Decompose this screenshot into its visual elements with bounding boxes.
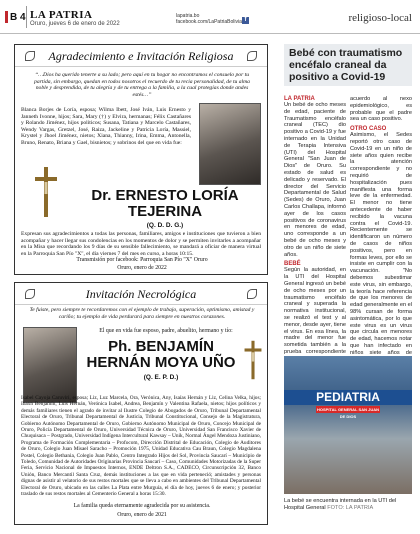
notice-title: Invitación Necrológica — [15, 283, 267, 305]
article-column-1 — [284, 96, 346, 369]
deceased-initials: (Q. D. D. G.) — [146, 222, 184, 229]
notice-intro: El que en vida fue esposo, padre, abuelito, hermano y tío: — [99, 328, 233, 334]
notice-closing: La familia queda eternamente agradecida por su asistencia. — [73, 503, 211, 509]
notice-quote: “…Dios ha querido tenerte a su lado; pero aquí en tu hogar no encontramos el consuelo por tu partida, sin embargo, quedan en todos nosotros el recuerdo de tu recia personalidad, de tu alma noble y desprendida, de tu alegría y de tu entrega a la familia, a la cual protegías donde andes estés…” — [34, 72, 250, 99]
notice-invitacion-necrologica — [14, 282, 268, 525]
notice-agradecimiento — [14, 44, 268, 275]
deceased-name: Ph. BENJAMÍN HERNÁN MOYA UÑO — [86, 338, 236, 371]
portrait-photo — [199, 103, 261, 185]
page-header — [0, 0, 420, 34]
notice-gratitude: Expresan sus agradecimientos a todas las personas, familiares, amigos e instituciones que tuvieron a bien acompañar y hacer llegar sus condolencias en los momentos de dolor y se permiten invitarles a acompañar en la Misa que recordando los 9 días de su sensible fallecimiento, se mandará a oficiar de manera virtual en la Parroquia San Pío "X", el día viernes 7 del mes en curso, a horas 10:15. — [21, 231, 261, 257]
article-paragraph: Según la autoridad, en la UTI del Hospital General ingresó un bebé de ocho meses por un traumatismo encéfalo craneal y superada la normativa institucional, se realizó el test y al menor, desde ayer, tiene el virus. En esa línea, la madre del menor fue sometida también a la prueba correspondiente — [284, 267, 346, 355]
facebook-link[interactable]: facebook.com/LaPatriaBolivia — [176, 19, 242, 25]
portrait-photo — [23, 327, 77, 403]
article-paragraph: Asimismo, el Sedes reportó otro caso de Covid-19 en un niño de siete años quien recibe la atención correspondiente y no requirió de hospitalización pues manifiesta una forma leve de la enfermedad. El menor no tiene antecedente de haber recibido la vacuna contra el Covid-19. Recientemente se identificaron un número de casos de niños positivos, pero en formas leves, por ello se insiste en cumplir con la vacunación. "No debemos subestimar este virus, sin embargo, la teoría hace referencia de que los menores de edad generalmente en el 98% cursan de forma asintomática, por lo que este virus es un virus que circula en menores de edad, hacemos notar que han infectado en niños siete años de — [350, 132, 412, 356]
ornament-icon — [25, 51, 35, 61]
ornament-icon — [247, 289, 257, 299]
article-column-2 — [350, 96, 412, 370]
caption-text: La bebé se encuentra internada en la UTI del Hospital General — [284, 498, 397, 511]
article-subhead: BEBÉ — [284, 261, 301, 268]
crucifix-icon — [243, 337, 263, 383]
paper-name: LA PATRIA — [30, 9, 93, 21]
notice-place-date: Oruro, enero de 2021 — [117, 512, 167, 518]
notice-family: Isabel Cayoja Caruviri, esposa; Liz, Luz Marcela, Ora, Verónica, Any, Isaías Hernán y Liz, Celina Velka, hijos; Ibaxn Benjamín, Luis Hernán, Verónica Isabel, Andrea, Benjamín y Valentina Rafaela, nietos; hijos políticos y demás familiares tienen el agrado de invitar al Ilustre Colegio de Abogados de Oruro, Tribunal Departamental Electoral de Oruro, Tribunal Departamental de Justicia, Tribunal Constitucional, Consejo de la Magistratura, Gobierno Autónomo Departamental de Oruro, Gobierno Autónomo Municipal de Oruro, Concejo Municipal de Oruro, Policía Departamental de Oruro, Universidad Técnica de Oruro, Universidad San Francisco Xavier de Chuquisaca – Postgrado, Universidad Indígena Intercultural Kawsay – Unik, Normal Ángel Mendoza Justiniano, Programa de Formación Complementaria – Profocom, Dirección Distrital de Educación, Colegio de Auditores de Oruro, Colegio Juan Misael Saracho – Promoción 1975, Unidad Educativa Cau Braun, Colegio Magdalena Postel, Colegio Bethania, Colegio Juan Pablo, Centro Integrado Hijos del Sol, Provincia Saucarí – Municipio de Toledo, Comunidad de Autoridades Originarias Provincia Saucarí – Caso, Comunidades Motorizadas de la Super Feria, Servicio Nacional de Impuestos Internos, ENDE Deltron S.A., CADECO, Circunscripción 32, Banco Unión, Banco Mercantil Santa Cruz, demás instituciones a las que en vida perteneció; amistades y personas dignas de asistir al velatorio de sus restos mortales que se lleva a cabo en ambientes del Tribunal Departamental Electoral de Oruro, ubicado en las calles La Plata entre Murguía, el día de hoy, jueves 6 de enero; y posterior traslado de sus restos mortales al Cementerio General a horas 15:30. — [21, 395, 261, 498]
deceased-name: Dr. ERNESTO LORÍA TEJERINA — [91, 187, 239, 220]
facebook-icon[interactable]: f — [242, 17, 249, 24]
caption-credit: FOTO: LA PATRIA — [327, 504, 374, 511]
notice-family: Blanca Borjes de Loría, esposa; Wilma Ibett, José Iván, Luis Ernesto y Janneth Ivonne, hijos; Sara, Mary (†) y Elvira, hermanas; Félix Castañares y Rolando Jiménez, hijos políticos; Susana, Tatiana y Marcelo Castañares, Wendy Vargas, Gretzel, José, Raiza, Jackeline y Patricia Loría, Massiel, Krystel y Jhoel Jiménez, nietos; Xiana, Thianny, Irina, Emma, Antonella, Bruno, Renato, Briana y Gael, bisnietos; y sobrinos del que en vida fue: — [21, 107, 191, 146]
section-name: religioso-local — [348, 12, 412, 24]
notice-transmission: Transmisión por facebook: Parroquia San Pío "X" Oruro — [76, 257, 208, 263]
article-headline[interactable]: Bebé con traumatismo encéfalo craneal da positivo a Covid-19 — [284, 44, 412, 86]
notice-title: Agradecimiento e Invitación Religiosa — [15, 45, 267, 67]
deceased-initials: (Q. E. P. D.) — [143, 374, 179, 381]
article-photo — [284, 356, 412, 494]
article-paragraph: acuerdo al nexo epidemiológico, es probable que el padre sea un caso positivo. — [350, 96, 412, 123]
page-number: B 4 — [10, 12, 26, 23]
ornament-icon — [25, 289, 35, 299]
photo-sign: PEDIATRIA — [284, 390, 412, 405]
notice-place-date: Oruro, enero de 2022 — [117, 265, 167, 271]
header-divider — [26, 6, 27, 28]
header-web — [176, 13, 242, 25]
article-subhead: OTRO CASO — [350, 126, 387, 133]
header-date: Oruro, jueves 6 de enero de 2022 — [30, 21, 120, 27]
web-link[interactable]: lapatria.bo — [176, 13, 200, 19]
article-paragraph: Un bebé de ocho meses de edad, paciente de Traumatismo encéfalo craneal (TEC) dio positivo a Covid-19 y fue internado en la Unidad de Terapia Intensiva (UTI) del Hospital General "San Juan de Dios" de Oruro. Su estado de salud es delicado y reservado. El director del Servicio Departamental de Salud (Sedes) de Oruro, Juan Carlos Challapa, informó ayer de los casos positivos de coronavirus en menores de edad, uno corresponde a un bebé de ocho meses y otro de un niño de siete años. — [284, 102, 346, 258]
article-byline: LA PATRIA — [284, 96, 315, 102]
ornament-icon — [247, 51, 257, 61]
crucifix-icon — [33, 165, 59, 219]
notice-quote: Te fuiste, pero siempre te recordaremos con el ejemplo de trabajo, superación, optimismo, amistad y cariño; tu ejemplo de vida perdurará para siempre en nuestros corazones. — [29, 307, 255, 320]
photo-sign-small: HOSPITAL GENERAL SAN JUAN DE DIOS — [316, 407, 379, 419]
photo-caption — [284, 498, 412, 512]
